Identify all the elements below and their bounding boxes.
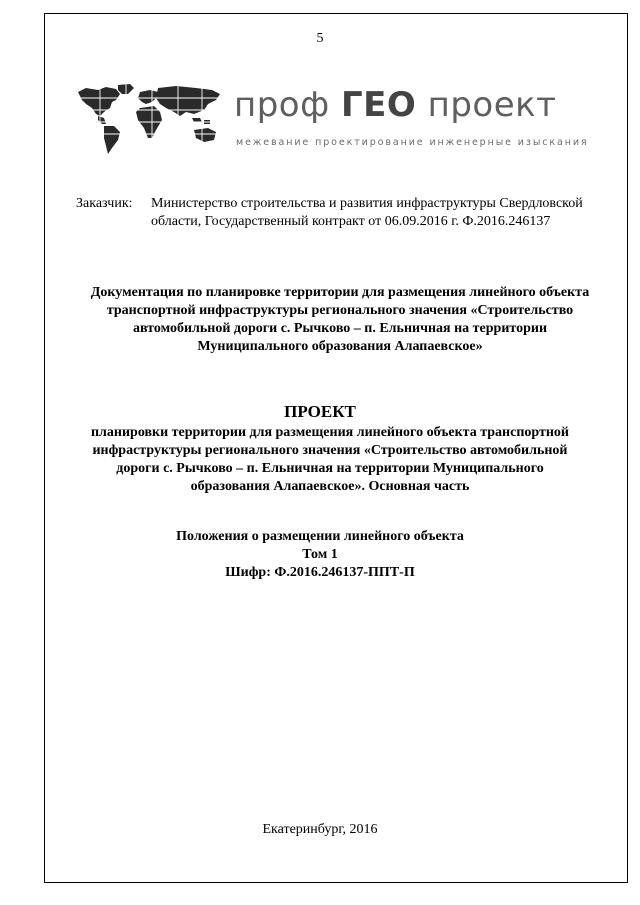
document-title: Документация по планировке территории для размещения линейного объекта транспортной инфраструктуры регионального значения «Строительство автомобильной дороги с. Рычково – п. Ельничная на территории Муниципального образования Алапаевское» bbox=[90, 285, 590, 354]
customer-label: Заказчик: bbox=[76, 196, 133, 211]
volume-label: Том 1 bbox=[302, 547, 338, 562]
page-number: 5 bbox=[316, 31, 324, 46]
logo-tagline: межевание проектирование инженерные изыскания bbox=[236, 137, 589, 148]
document-code: Шифр: Ф.2016.246137-ППТ-П bbox=[225, 565, 415, 580]
project-heading: ПРОЕКТ bbox=[284, 402, 356, 421]
logo-company-name bbox=[234, 85, 556, 125]
world-map-icon bbox=[76, 82, 226, 156]
section-title: Положения о размещении линейного объекта bbox=[176, 529, 464, 544]
company-logo bbox=[76, 82, 589, 156]
logo-name-geo: ГЕО bbox=[341, 85, 417, 125]
project-description: планировки территории для размещения линейного объекта транспортной инфраструктуры регионального значения «Строительство автомобильной дороги с. Рычково – п. Ельничная на территории Муниципального образования Алапаевское». Основная часть bbox=[90, 425, 570, 494]
logo-name-proekt: проект bbox=[427, 85, 557, 125]
section-block bbox=[80, 528, 560, 582]
city-year: Екатеринбург, 2016 bbox=[262, 822, 378, 837]
customer-value: Министерство строительства и развития инфраструктуры Свердловской области, Государственный контракт от 06.09.2016 г. Ф.2016.246137 bbox=[151, 196, 583, 229]
logo-name-prof: проф bbox=[234, 85, 330, 125]
